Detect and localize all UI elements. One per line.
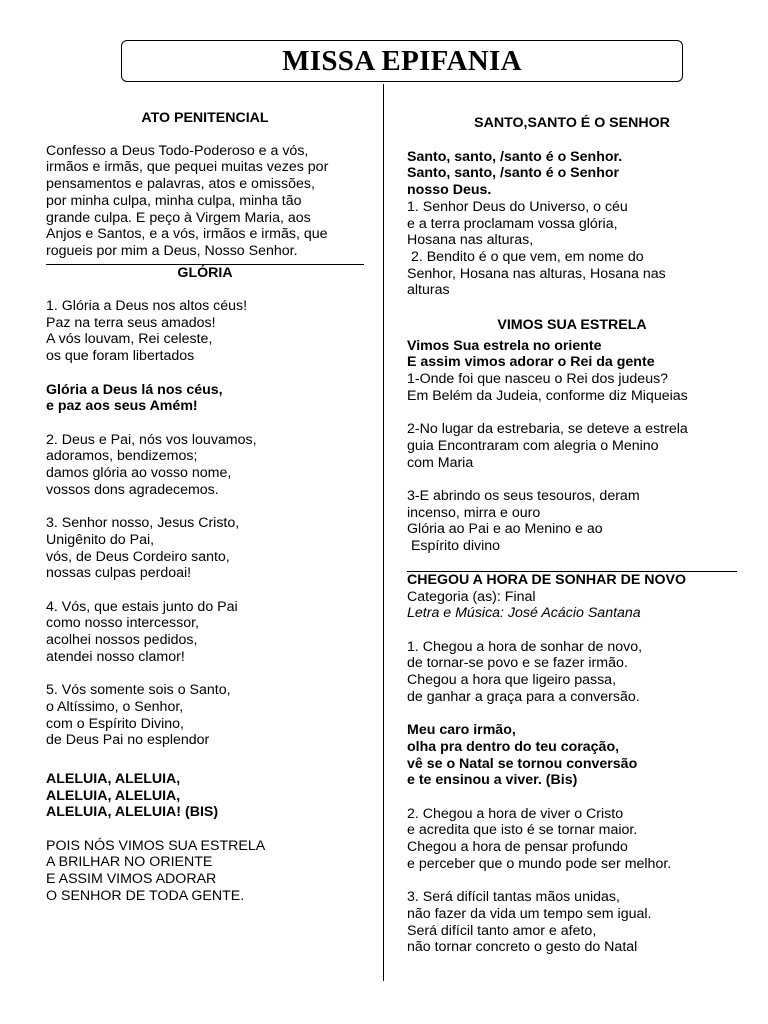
text-line: e perceber que o mundo pode ser melhor.	[407, 855, 672, 872]
vimos-verse-1	[407, 371, 737, 404]
text-line: com Maria	[407, 454, 474, 471]
vimos-verse-2	[407, 421, 737, 471]
text-line: 4. Vós, que estais junto do Pai	[46, 598, 238, 615]
section-heading-ato-penitencial: ATO PENITENCIAL	[141, 110, 269, 126]
song-category: Categoria (as): Final	[407, 588, 536, 605]
text-line: E assim vimos adorar o Rei da gente	[407, 354, 655, 371]
text-line: damos glória ao vosso nome,	[46, 465, 232, 482]
text-line: guia Encontraram com alegria o Menino	[407, 437, 659, 454]
text-line: Paz na terra seus amados!	[46, 314, 216, 331]
section-heading-chegou: CHEGOU A HORA DE SONHAR DE NOVO	[407, 571, 687, 588]
text-line: Confesso a Deus Todo-Poderoso e a vós,	[46, 142, 309, 159]
right-column	[407, 115, 737, 956]
text-line: não tornar concreto o gesto do Natal	[407, 939, 638, 956]
text-line: rogueis por mim a Deus, Nosso Senhor.	[46, 242, 298, 259]
chegou-verse-3	[407, 889, 737, 956]
text-line: Meu caro irmão,	[407, 722, 516, 739]
text-line: olha pra dentro do teu coração,	[407, 738, 620, 755]
text-line: 5. Vós somente sois o Santo,	[46, 682, 231, 699]
text-line: vê se o Natal se tornou conversão	[407, 755, 638, 772]
text-line: Hosana nas alturas,	[407, 232, 534, 249]
text-line: e a terra proclamam vossa glória,	[407, 215, 618, 232]
text-line: Será difícil tanto amor e afeto,	[407, 922, 597, 939]
text-line: Em Belém da Judeia, conforme diz Miqueias	[407, 387, 688, 404]
text-line: 1-Onde foi que nasceu o Rei dos judeus?	[407, 371, 669, 388]
text-line: 1. Glória a Deus nos altos céus!	[46, 298, 248, 315]
santo-refrain	[407, 149, 737, 199]
text-line: Glória ao Pai e ao Menino e ao	[407, 521, 603, 538]
text-line: Santo, santo, /santo é o Senhor	[407, 165, 620, 182]
text-line: ALELUIA, ALELUIA,	[46, 770, 181, 787]
vimos-verse-3	[407, 488, 737, 555]
text-line: 2-No lugar da estrebaria, se deteve a estrela	[407, 421, 688, 438]
text-line: por minha culpa, minha culpa, minha tão	[46, 192, 302, 209]
text-line: nossas culpas perdoai!	[46, 565, 192, 582]
text-line: 2. Chegou a hora de viver o Cristo	[407, 805, 624, 822]
text-line: vós, de Deus Cordeiro santo,	[46, 548, 230, 565]
song-credits: Letra e Música: José Acácio Santana	[407, 605, 641, 622]
text-line: E ASSIM VIMOS ADORAR	[46, 871, 217, 888]
text-line: 3. Senhor nosso, Jesus Cristo,	[46, 515, 240, 532]
text-line: Anjos e Santos, e a vós, irmãos e irmãs, que	[46, 226, 328, 243]
text-line: Unigênito do Pai,	[46, 531, 155, 548]
gloria-verse-4	[46, 599, 364, 666]
text-line: atendei nosso clamor!	[46, 648, 185, 665]
santo-verses	[407, 199, 737, 299]
chegou-verse-1	[407, 639, 737, 706]
aleluia-refrain	[46, 771, 364, 821]
text-line: e paz aos seus Amém!	[46, 398, 198, 415]
gloria-refrain	[46, 382, 364, 415]
text-line: de ganhar a graça para a conversão.	[407, 688, 640, 705]
text-line: 1. Senhor Deus do Universo, o céu	[407, 198, 628, 215]
text-line: ALELUIA, ALELUIA,	[46, 787, 181, 804]
text-line: 3. Será difícil tantas mãos unidas,	[407, 889, 620, 906]
text-line: adoramos, bendizemos;	[46, 448, 198, 465]
gloria-verse-1	[46, 298, 364, 365]
text-line: como nosso intercessor,	[46, 615, 199, 632]
vimos-refrain	[407, 338, 737, 371]
text-line: não fazer da vida um tempo sem igual.	[407, 905, 652, 922]
page-title: MISSA EPIFANIA	[282, 44, 522, 77]
text-line: Santo, santo, /santo é o Senhor.	[407, 148, 623, 165]
gloria-verse-2	[46, 432, 364, 499]
text-line: pensamentos e palavras, atos e omissões,	[46, 176, 315, 193]
text-line: Vimos Sua estrela no oriente	[407, 337, 602, 354]
gloria-verse-5	[46, 682, 364, 749]
text-line: e te ensinou a viver. (Bis)	[407, 772, 578, 789]
text-line: acolhei nossos pedidos,	[46, 632, 198, 649]
text-line: incenso, mirra e ouro	[407, 504, 541, 521]
text-line: nosso Deus.	[407, 182, 492, 199]
text-line: A BRILHAR NO ORIENTE	[46, 854, 213, 871]
text-line: 2. Deus e Pai, nós vos louvamos,	[46, 431, 257, 448]
text-line: Senhor, Hosana nas alturas, Hosana nas	[407, 265, 666, 282]
chegou-verse-2	[407, 806, 737, 873]
ato-penitencial-text	[46, 143, 364, 260]
text-line: Glória a Deus lá nos céus,	[46, 381, 223, 398]
text-line: os que foram libertados	[46, 348, 195, 365]
text-line: Espírito divino	[407, 538, 501, 555]
text-line: irmãos e irmãs, que pequei muitas vezes por	[46, 159, 329, 176]
text-line: 2. Bendito é o que vem, em nome do	[407, 248, 644, 265]
chegou-refrain	[407, 722, 737, 789]
pois-nos-verse	[46, 838, 364, 905]
text-line: alturas	[407, 282, 450, 299]
text-line: 1. Chegou a hora de sonhar de novo,	[407, 638, 643, 655]
text-line: A vós louvam, Rei celeste,	[46, 331, 213, 348]
text-line: Chegou a hora de pensar profundo	[407, 839, 628, 856]
text-line: de tornar-se povo e se fazer irmão.	[407, 655, 628, 672]
text-line: ALELUIA, ALELUIA! (BIS)	[46, 804, 219, 821]
text-line: com o Espírito Divino,	[46, 715, 184, 732]
section-heading-santo: SANTO,SANTO É O SENHOR	[474, 115, 670, 131]
text-line: e acredita que isto é se tornar maior.	[407, 822, 638, 839]
left-column	[46, 110, 364, 905]
text-line: O SENHOR DE TODA GENTE.	[46, 887, 245, 904]
column-divider	[383, 84, 384, 981]
section-heading-vimos: VIMOS SUA ESTRELA	[497, 317, 647, 334]
text-line: vossos dons agradecemos.	[46, 481, 219, 498]
text-line: POIS NÓS VIMOS SUA ESTRELA	[46, 837, 266, 854]
text-line: de Deus Pai no esplendor	[46, 732, 210, 749]
text-line: grande culpa. E peço à Virgem Maria, aos	[46, 209, 311, 226]
section-heading-gloria: GLÓRIA	[177, 264, 233, 281]
gloria-verse-3	[46, 515, 364, 582]
text-line: 3-E abrindo os seus tesouros, deram	[407, 488, 640, 505]
text-line: o Altíssimo, o Senhor,	[46, 698, 184, 715]
text-line: Chegou a hora que ligeiro passa,	[407, 672, 617, 689]
title-box	[121, 40, 683, 82]
